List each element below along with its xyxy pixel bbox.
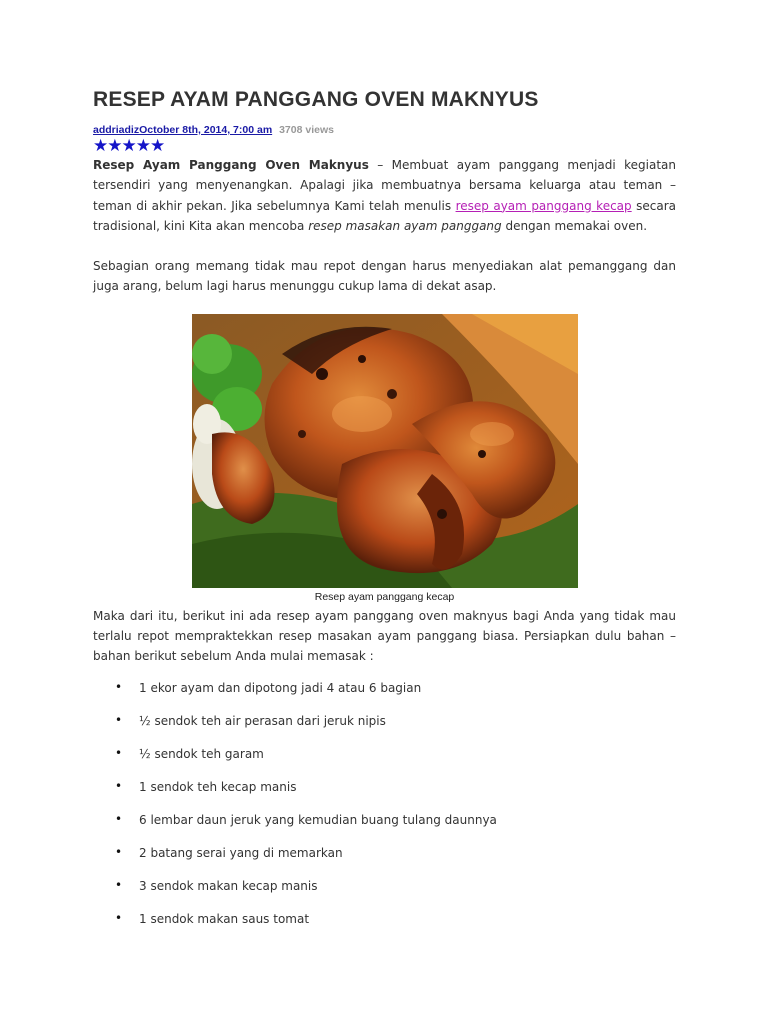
- author-date-link[interactable]: addriadizOctober 8th, 2014, 7:00 am: [93, 124, 273, 136]
- list-item: [93, 846, 676, 879]
- list-item: [93, 714, 676, 747]
- ingredient-text: 1 sendok teh kecap manis: [139, 779, 297, 794]
- view-count: 3708 views: [279, 124, 334, 136]
- bullet-icon: •: [115, 745, 123, 760]
- bullet-icon: •: [115, 811, 123, 826]
- bullet-icon: •: [115, 877, 123, 892]
- intro-text-b: secara tradisional, kini Kita akan mencoba: [93, 198, 677, 233]
- intro-bold-lead: Resep Ayam Panggang Oven Maknyus: [93, 158, 369, 172]
- chicken-photo: [192, 314, 578, 588]
- bullet-icon: •: [115, 679, 123, 694]
- intro-text-c: dengan memakai oven.: [501, 218, 648, 233]
- bullet-icon: •: [115, 778, 123, 793]
- list-item: [93, 747, 676, 780]
- bullet-icon: •: [115, 910, 123, 925]
- bullet-icon: •: [115, 844, 123, 859]
- figure: [93, 314, 676, 604]
- list-item: [93, 879, 676, 912]
- ingredient-text: ½ sendok teh air perasan dari jeruk nipis: [139, 713, 386, 728]
- ingredient-text: 3 sendok makan kecap manis: [139, 878, 318, 893]
- recipe-link[interactable]: resep ayam panggang kecap: [455, 198, 632, 213]
- figure-caption: Resep ayam panggang kecap: [314, 590, 455, 603]
- intro-italic: resep masakan ayam panggang: [308, 218, 502, 233]
- list-item: [93, 813, 676, 846]
- ingredient-text: 2 batang serai yang di memarkan: [139, 845, 343, 860]
- article: [93, 88, 676, 945]
- paragraph-3: Maka dari itu, berikut ini ada resep ayam panggang oven maknyus bagi Anda yang tidak mau terlalu repot mempraktekkan resep masakan ayam panggang biasa. Persiapkan dulu bahan – bahan berikut sebelum Anda mulai memasak :: [93, 608, 676, 664]
- bullet-icon: •: [115, 712, 123, 727]
- list-item: [93, 912, 676, 945]
- intro-paragraph: [93, 155, 676, 236]
- list-item: [93, 681, 676, 714]
- ingredient-text: 1 sendok makan saus tomat: [139, 911, 310, 926]
- ingredient-text: 1 ekor ayam dan dipotong jadi 4 atau 6 bagian: [139, 680, 422, 695]
- article-meta: [93, 124, 676, 137]
- star-rating[interactable]: ★★★★★: [93, 136, 165, 156]
- list-item: [93, 780, 676, 813]
- article-title: RESEP AYAM PANGGANG OVEN MAKNYUS: [93, 88, 539, 111]
- paragraph-2: Sebagian orang memang tidak mau repot dengan harus menyediakan alat pemanggang dan juga arang, belum lagi harus menunggu cukup lama di dekat asap.: [93, 259, 676, 294]
- ingredient-text: ½ sendok teh garam: [139, 746, 264, 761]
- ingredient-text: 6 lembar daun jeruk yang kemudian buang tulang daunnya: [139, 812, 497, 827]
- intro-text-a: – Membuat ayam panggang menjadi kegiatan tersendiri yang menyenangkan. Apalagi jika membuatnya bersama keluarga atau teman – teman di akhir pekan. Jika sebelumnya Kami telah menulis: [93, 158, 676, 213]
- ingredient-list: [93, 681, 676, 945]
